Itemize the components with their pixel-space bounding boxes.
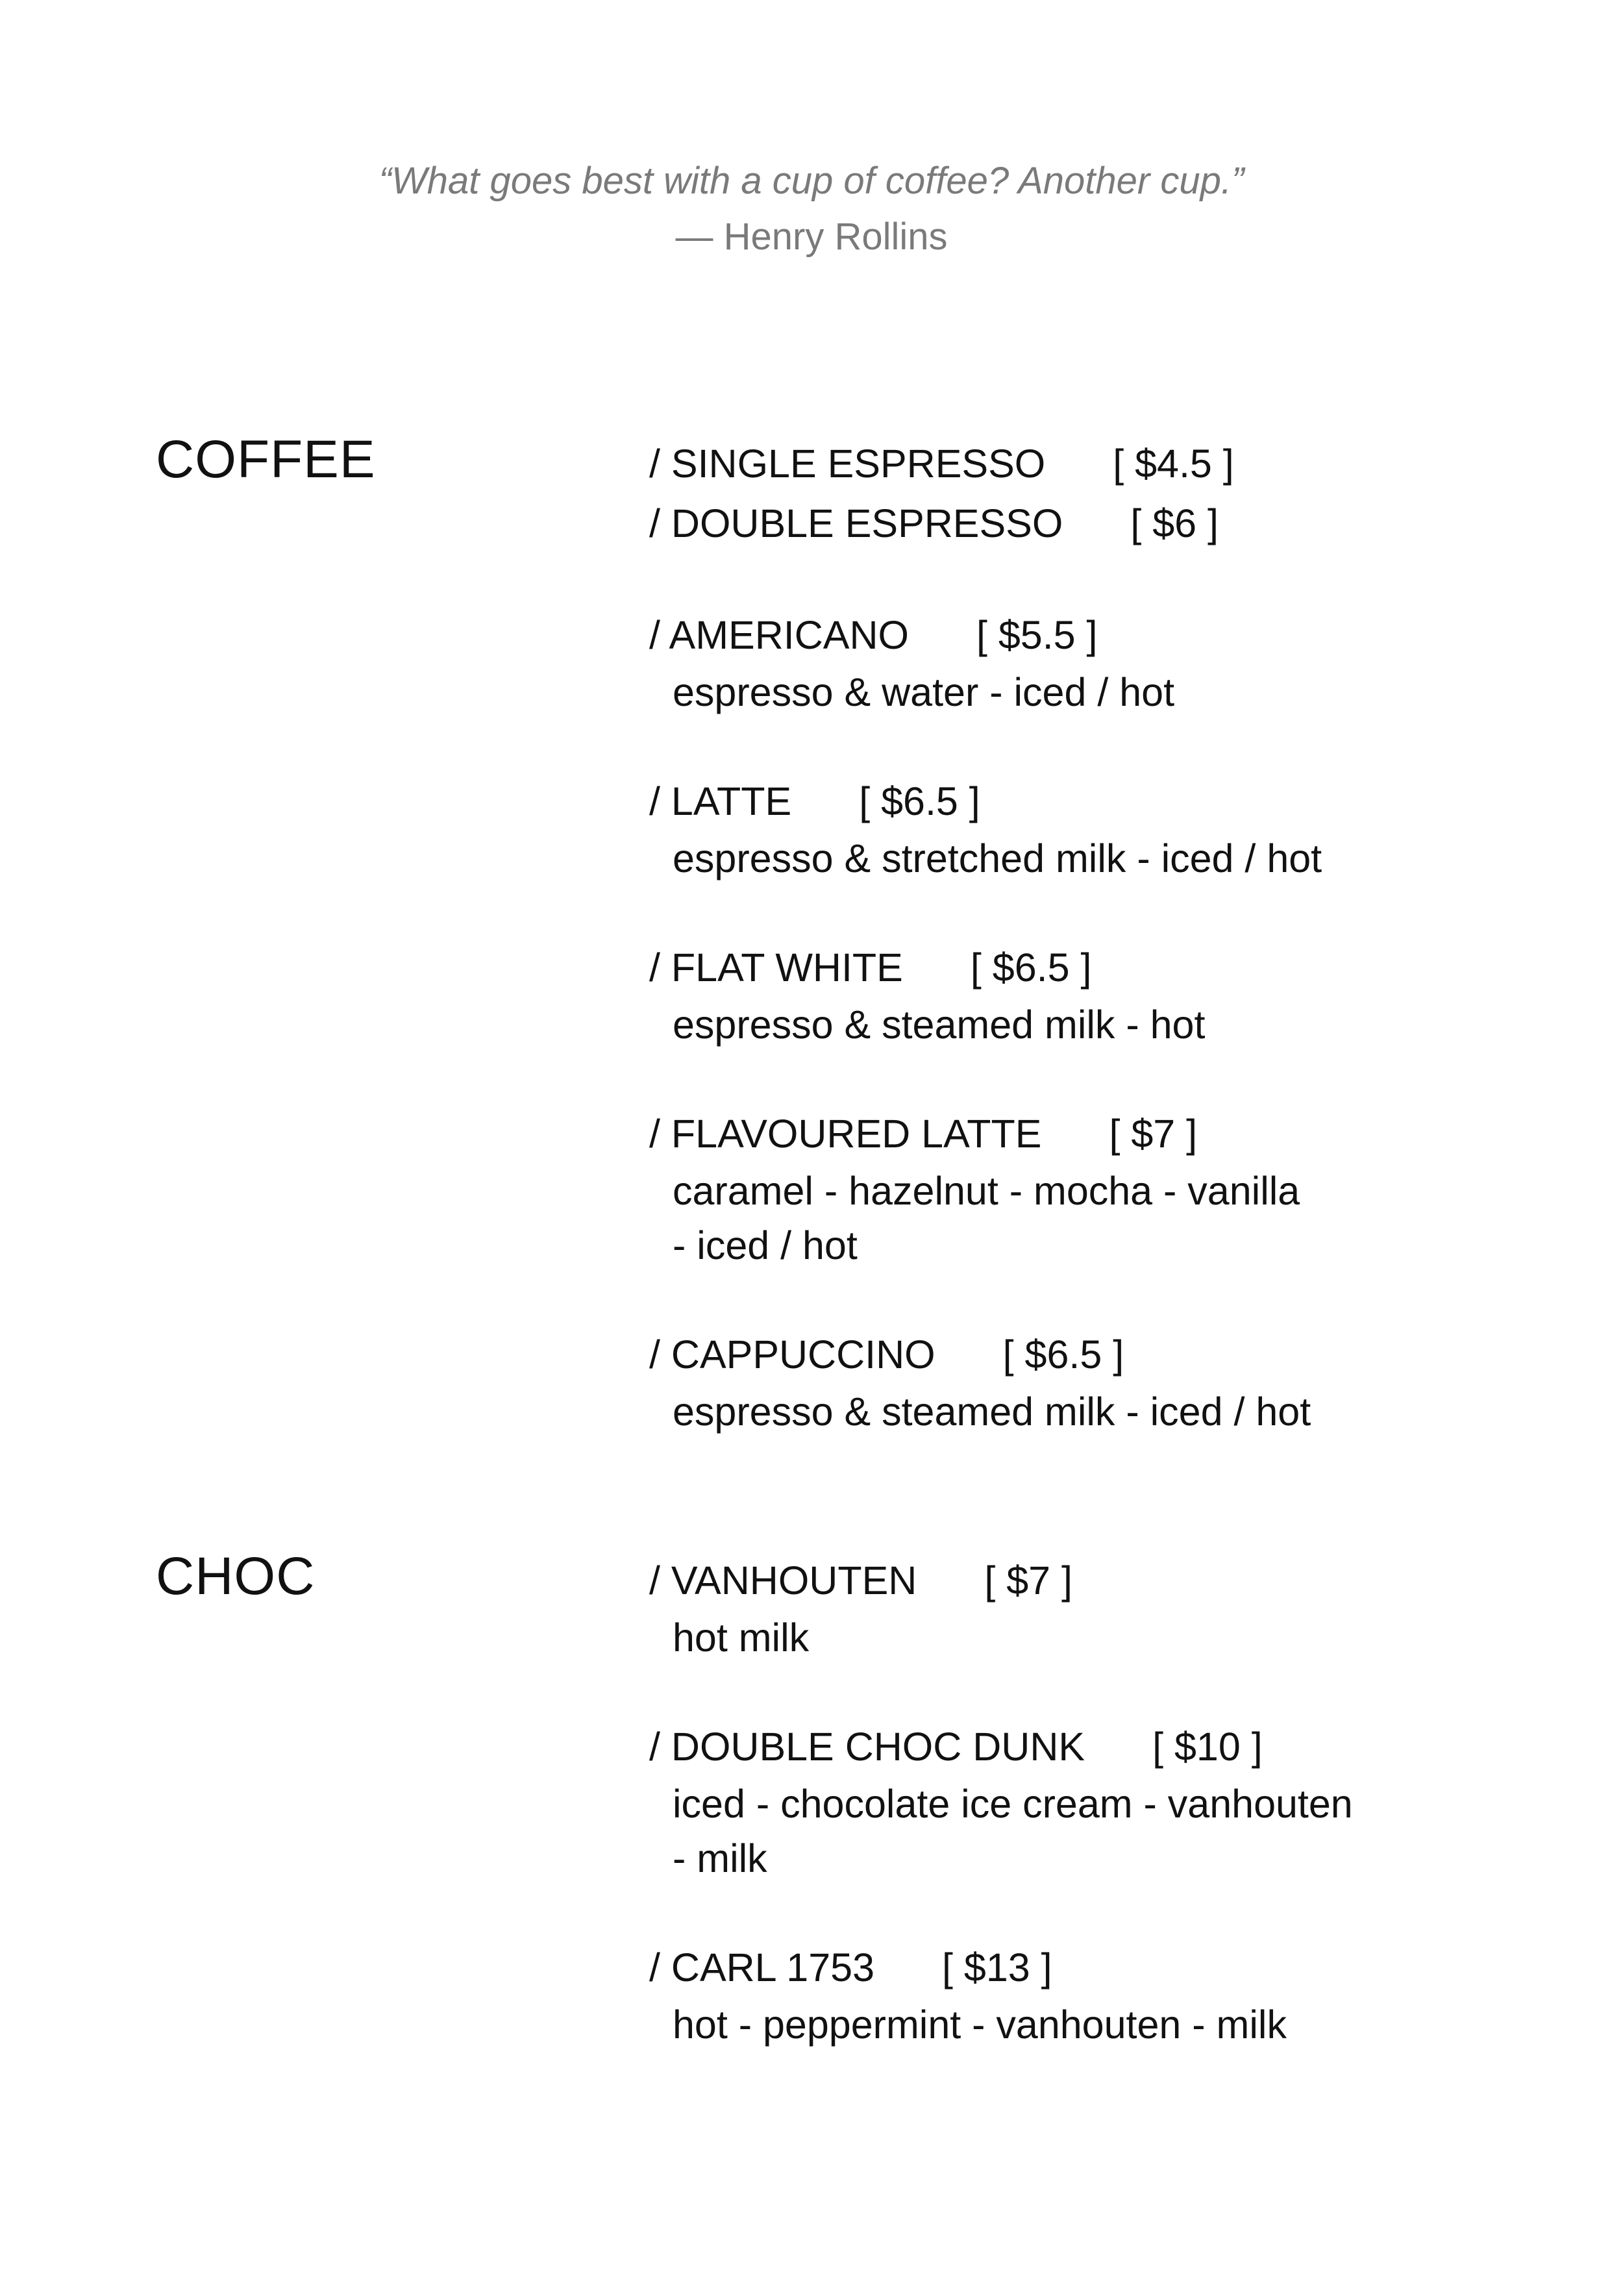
item-price: [ $6.5 ] (859, 779, 980, 823)
menu-item (649, 1104, 1558, 1273)
item-description: espresso & steamed milk - hot (673, 1003, 1206, 1047)
item-name: / FLAVOURED LATTE (649, 1112, 1042, 1156)
item-name: / DOUBLE ESPRESSO (649, 501, 1063, 545)
menu-item (649, 1551, 1558, 1665)
item-description: caramel - hazelnut - mocha - vanilla - iced / hot (673, 1169, 1300, 1267)
menu-item (649, 493, 1558, 553)
item-price: [ $13 ] (942, 1945, 1052, 1990)
item-name: / FLAT WHITE (649, 945, 903, 990)
item-name: / CARL 1753 (649, 1945, 874, 1990)
item-price: [ $10 ] (1152, 1725, 1263, 1769)
menu-item (649, 605, 1558, 719)
item-price: [ $7 ] (1109, 1112, 1198, 1156)
menu-item (649, 434, 1558, 493)
item-description: espresso & stretched milk - iced / hot (673, 836, 1322, 880)
item-name: / VANHOUTEN (649, 1558, 917, 1603)
section-title: COFFEE (156, 430, 376, 489)
item-price: [ $7 ] (984, 1558, 1073, 1603)
quote-text: “What goes best with a cup of coffee? Another cup.” (378, 160, 1245, 202)
item-name: / DOUBLE CHOC DUNK (649, 1725, 1085, 1769)
menu-items (649, 1551, 1558, 2052)
item-name: / AMERICANO (649, 613, 909, 657)
item-price: [ $5.5 ] (976, 613, 1098, 657)
item-description: iced - chocolate ice cream - vanhouten - milk (673, 1782, 1353, 1880)
quote (0, 153, 1623, 265)
item-description: espresso & steamed milk - iced / hot (673, 1390, 1311, 1434)
item-description: hot - peppermint - vanhouten - milk (673, 2003, 1287, 2047)
item-name: / CAPPUCCINO (649, 1332, 935, 1377)
menu-item (649, 938, 1558, 1052)
item-price: [ $6.5 ] (970, 945, 1092, 990)
menu-item (649, 771, 1558, 886)
menu-items (649, 434, 1558, 1439)
menu-item (649, 1325, 1558, 1439)
item-description: espresso & water - iced / hot (673, 670, 1175, 714)
quote-author: — Henry Rollins (675, 216, 948, 258)
menu-item (649, 1717, 1558, 1886)
item-name: / LATTE (649, 779, 792, 823)
menu-item (649, 1938, 1558, 2052)
item-price: [ $6.5 ] (1002, 1332, 1124, 1377)
section-title: CHOC (156, 1547, 316, 1606)
item-price: [ $4.5 ] (1113, 442, 1234, 486)
item-description: hot milk (673, 1616, 810, 1660)
item-name: / SINGLE ESPRESSO (649, 442, 1046, 486)
item-price: [ $6 ] (1130, 501, 1219, 545)
